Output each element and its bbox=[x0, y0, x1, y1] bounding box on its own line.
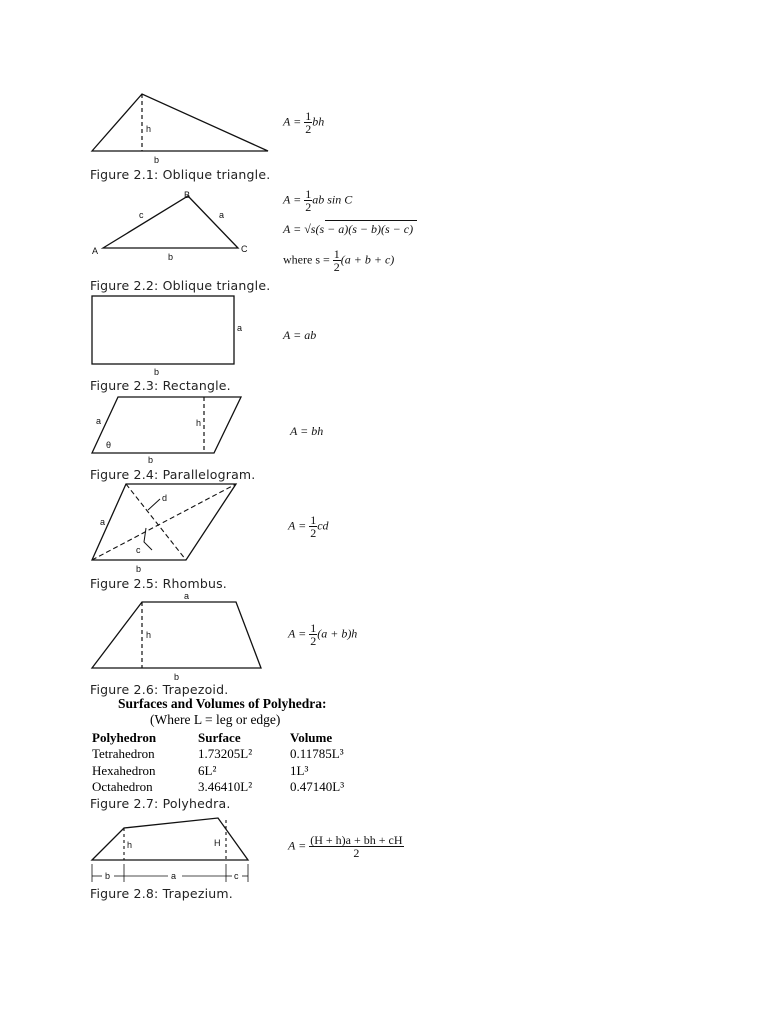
trapezoid-diagram bbox=[88, 590, 266, 682]
trapezium-diagram bbox=[88, 812, 260, 886]
formula-area-rhombus: A = $\frac{1}{2}$ cd bbox=[288, 513, 329, 540]
row-volume: 0.11785L³ bbox=[290, 746, 344, 761]
formula-area-sin: A = $\frac{1}{2}$ ab sin C bbox=[283, 187, 353, 214]
figure-caption: Figure 2.8: Trapezium. bbox=[90, 886, 233, 901]
label-b: b bbox=[148, 455, 154, 465]
label-a: a bbox=[171, 871, 177, 881]
label-a: a bbox=[219, 210, 225, 220]
row-surface: 6L² bbox=[198, 763, 217, 778]
label-a: a bbox=[100, 517, 106, 527]
formula-area-triangle: A = $\frac{1}{2}$ bh bbox=[283, 109, 325, 136]
label-B: B bbox=[184, 190, 191, 200]
label-b: b bbox=[136, 564, 142, 574]
col-header-polyhedron: Polyhedron bbox=[92, 730, 157, 745]
label-b: b bbox=[168, 252, 174, 262]
formula-area-trapezium: A = $\frac{(H + h)a + bh + cH}{2}$ bbox=[288, 833, 403, 860]
row-surface: 3.46410L² bbox=[198, 779, 253, 794]
label-b: b bbox=[105, 871, 111, 881]
label-A: A bbox=[92, 246, 99, 256]
figure-caption: Figure 2.2: Oblique triangle. bbox=[90, 278, 271, 293]
label-b: b bbox=[174, 672, 180, 682]
row-name: Hexahedron bbox=[92, 763, 156, 778]
row-name: Octahedron bbox=[92, 779, 153, 794]
oblique-triangle-diagram bbox=[88, 88, 273, 168]
label-c: c bbox=[139, 210, 144, 220]
figure-caption: Figure 2.4: Parallelogram. bbox=[90, 467, 256, 482]
label-a: a bbox=[184, 591, 190, 601]
figure-caption: Figure 2.7: Polyhedra. bbox=[90, 796, 231, 811]
formula-semiperimeter: where s = $\frac{1}{2}$ (a + b + c) bbox=[283, 247, 395, 274]
label-a: a bbox=[237, 323, 243, 333]
polyhedra-title: Surfaces and Volumes of Polyhedra: bbox=[118, 696, 327, 711]
label-h: h bbox=[196, 418, 202, 428]
formula-area-trapezoid: A = $\frac{1}{2}$ (a + b)h bbox=[288, 621, 358, 648]
figure-caption: Figure 2.6: Trapezoid. bbox=[90, 682, 229, 697]
label-h: h bbox=[146, 124, 152, 134]
label-h: h bbox=[127, 840, 133, 850]
rhombus-diagram bbox=[88, 480, 263, 576]
row-volume: 1L³ bbox=[290, 763, 309, 778]
row-name: Tetrahedron bbox=[92, 746, 155, 761]
figure-caption: Figure 2.3: Rectangle. bbox=[90, 378, 231, 393]
label-b: b bbox=[154, 367, 160, 377]
col-header-surface: Surface bbox=[198, 730, 241, 745]
label-C: C bbox=[241, 244, 248, 254]
label-H: H bbox=[214, 838, 221, 848]
label-c: c bbox=[234, 871, 239, 881]
parallelogram-diagram bbox=[88, 393, 258, 465]
formula-heron: A = √s(s − a)(s − b)(s − c) bbox=[283, 222, 414, 236]
label-h: h bbox=[146, 630, 152, 640]
figure-caption: Figure 2.1: Oblique triangle. bbox=[90, 167, 271, 182]
rectangle-diagram bbox=[88, 293, 258, 378]
radical-bar bbox=[325, 220, 417, 221]
label-c: c bbox=[136, 545, 141, 555]
label-a: a bbox=[96, 416, 102, 426]
formula-area-parallelogram: A = bh bbox=[290, 424, 324, 438]
formula-area-rectangle: A = ab bbox=[283, 328, 317, 342]
row-volume: 0.47140L³ bbox=[290, 779, 345, 794]
figure-caption: Figure 2.5: Rhombus. bbox=[90, 576, 227, 591]
polyhedra-subtitle: (Where L = leg or edge) bbox=[150, 712, 281, 727]
oblique-triangle-abc-diagram bbox=[88, 188, 258, 268]
label-d: d bbox=[162, 493, 168, 503]
label-theta: θ bbox=[106, 440, 112, 450]
row-surface: 1.73205L² bbox=[198, 746, 253, 761]
col-header-volume: Volume bbox=[290, 730, 333, 745]
label-b: b bbox=[154, 155, 160, 165]
